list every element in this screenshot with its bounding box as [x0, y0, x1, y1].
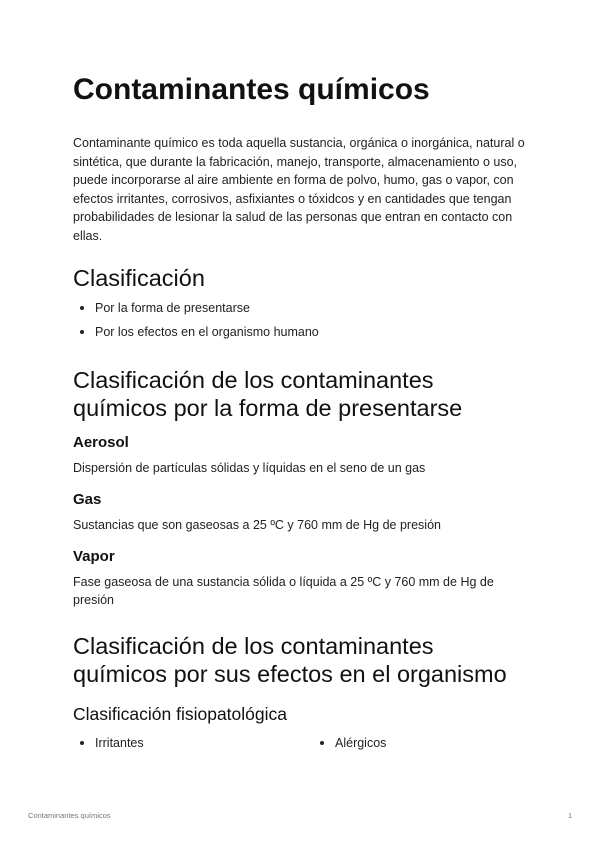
gas-definition: Sustancias que son gaseosas a 25 ºC y 760 mm de Hg de presión: [73, 518, 441, 532]
bullet-icon: [80, 330, 84, 334]
list-item-label: Irritantes: [95, 736, 144, 750]
list-item: [73, 320, 319, 344]
list-item: [73, 731, 144, 755]
clasificacion-list: [73, 296, 319, 344]
list-item-label: Por la forma de presentarse: [95, 301, 250, 315]
gas-term: Gas: [73, 491, 102, 508]
bullet-icon: [80, 741, 84, 745]
list-item-label: Por los efectos en el organismo humano: [95, 325, 319, 339]
intro-paragraph: Contaminante químico es toda aquella sustancia, orgánica o inorgánica, natural o sintética, que durante la fabricación, manejo, transporte, almacenamiento o uso, puede incorporarse al aire ambiente en forma de polvo, humo, gas o vapor, con efectos irritantes, corrosivos, asfixiantes o tóxidcos y en cantidades que tengan probabilidades de lesionar la salud de las personas que entran en contacto con ellas.: [73, 136, 525, 243]
bullet-icon: [80, 306, 84, 310]
fisiopatologica-list-col-1: [73, 731, 144, 755]
forma-heading-line-1: Clasificación de los contaminantes: [73, 367, 434, 393]
page-title: Contaminantes químicos: [73, 73, 430, 106]
vapor-definition: Fase gaseosa de una sustancia sólida o líquida a 25 ºC y 760 mm de Hg de presión: [73, 575, 494, 607]
list-item: [73, 296, 319, 320]
list-item-label: Alérgicos: [335, 736, 387, 750]
efectos-heading-line-2: químicos por sus efectos en el organismo: [73, 661, 507, 687]
bullet-icon: [320, 741, 324, 745]
aerosol-definition: Dispersión de partículas sólidas y líquidas en el seno de un gas: [73, 461, 426, 475]
clasificacion-heading: Clasificación: [73, 265, 205, 291]
efectos-heading-line-1: Clasificación de los contaminantes: [73, 633, 434, 659]
fisiopatologica-list-col-2: [313, 731, 386, 755]
footer-label: Contaminantes químicos: [28, 811, 111, 820]
page-number: 1: [568, 811, 573, 820]
vapor-term: Vapor: [73, 548, 115, 565]
fisiopatologica-heading: Clasificación fisiopatológica: [73, 704, 287, 724]
aerosol-term: Aerosol: [73, 434, 129, 451]
list-item: [313, 731, 386, 755]
forma-heading-line-2: químicos por la forma de presentarse: [73, 395, 463, 421]
